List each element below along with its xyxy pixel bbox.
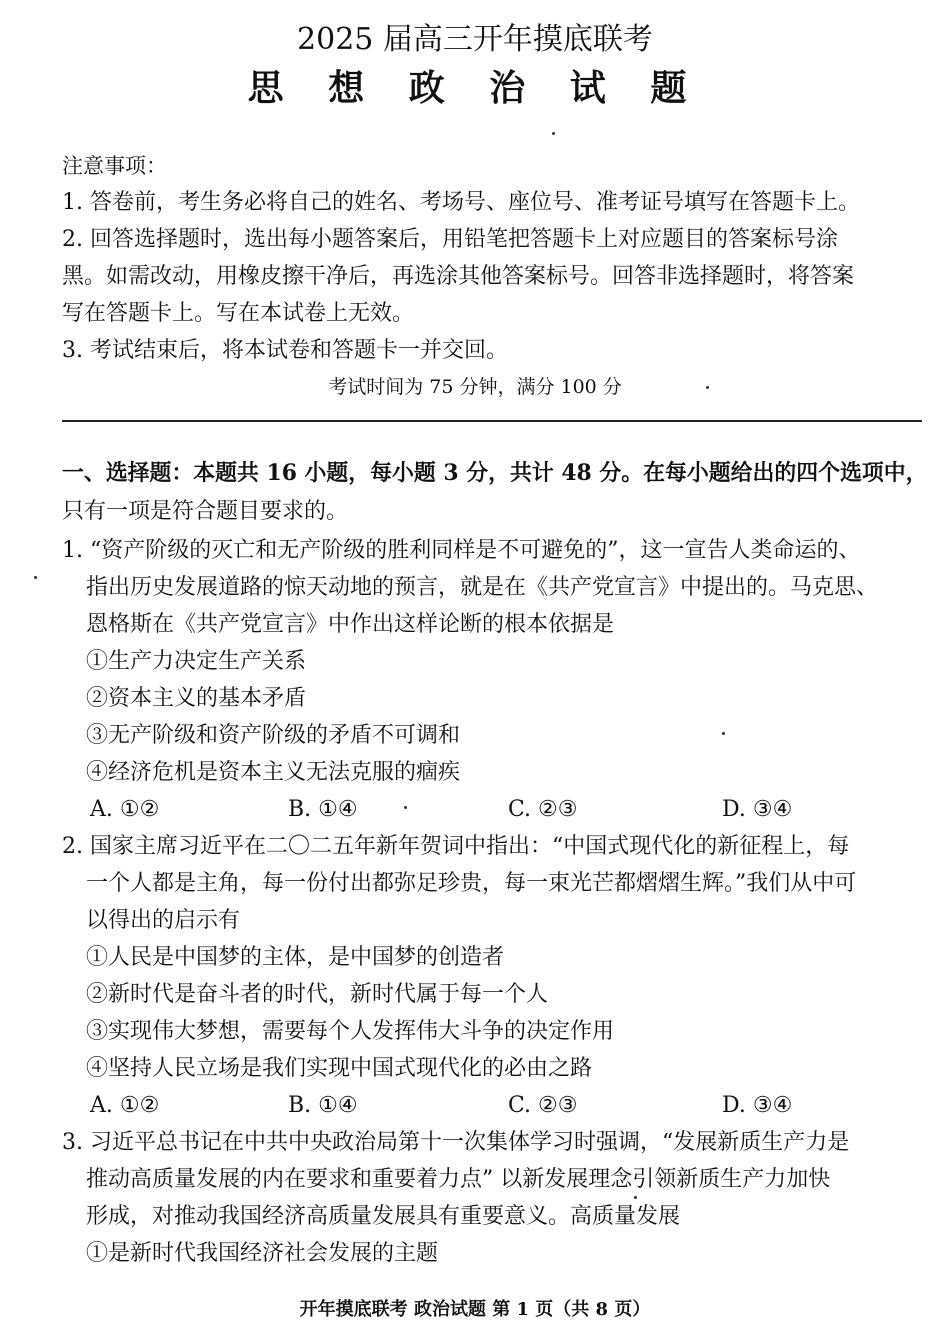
q2-stem-line-2: 一个人都是主角，每一份付出都弥足珍贵，每一束光芒都熠熠生辉。”我们从中可 xyxy=(86,871,857,896)
q2-option-c: C. ②③ xyxy=(508,1093,578,1118)
notice-line-3: 黑。如需改动，用橡皮擦干净后，再选涂其他答案标号。回答非选择题时，将答案 xyxy=(62,264,855,289)
q1-option-a: A. ①② xyxy=(90,797,160,822)
q2-item-1: ①人民是中国梦的主体，是中国梦的创造者 xyxy=(86,945,505,970)
q1-item-2: ②资本主义的基本矛盾 xyxy=(86,686,307,711)
scan-speck xyxy=(706,386,709,389)
q1-item-4: ④经济危机是资本主义无法克服的痼疾 xyxy=(86,760,461,785)
q1-stem-line-3: 恩格斯在《共产党宣言》中作出这样论断的根本依据是 xyxy=(86,612,615,637)
exam-title: 2025 届高三开年摸底联考 xyxy=(297,22,653,57)
section-heading-b: 在每小题给出的四个选项中， xyxy=(643,460,928,486)
notice-heading: 注意事项： xyxy=(62,154,167,178)
notice-line-4: 写在答题卡上。写在本试卷上无效。 xyxy=(62,301,415,326)
notice-line-5: 3. 考试结束后，将本试卷和答题卡一并交回。 xyxy=(62,338,508,363)
q3-stem-line-3: 形成，对推动我国经济高质量发展具有重要意义。高质量发展 xyxy=(86,1204,681,1229)
q1-item-1: ①生产力决定生产关系 xyxy=(86,649,307,674)
q1-stem-line-1: 1. “资产阶级的灭亡和无产阶级的胜利同样是不可避免的”，这一宣告人类命运的、 xyxy=(62,538,861,563)
q1-stem-line-2: 指出历史发展道路的惊天动地的预言，就是在《共产党宣言》中提出的。马克思、 xyxy=(86,575,879,600)
page-footer: 开年摸底联考 政治试题 第 1 页（共 8 页） xyxy=(299,1299,651,1320)
section-heading-a: 一、选择题：本题共 16 小题，每小题 3 分，共计 48 分。 xyxy=(62,460,644,486)
q3-stem-line-2: 推动高质量发展的内在要求和重要着力点” 以新发展理念引领新质生产力加快 xyxy=(86,1167,831,1192)
q1-option-c: C. ②③ xyxy=(508,797,578,822)
q1-option-d: D. ③④ xyxy=(722,797,793,822)
q3-item-1: ①是新时代我国经济社会发展的主题 xyxy=(86,1241,439,1266)
scan-speck xyxy=(552,132,555,135)
scan-speck xyxy=(34,576,37,579)
notice-line-1: 1. 答卷前，考生务必将自己的姓名、考场号、座位号、准考证号填写在答题卡上。 xyxy=(62,190,860,215)
q2-option-a: A. ①② xyxy=(90,1093,160,1118)
q2-stem-line-3: 以得出的启示有 xyxy=(86,908,241,933)
scan-speck xyxy=(722,732,725,735)
scan-speck xyxy=(634,1196,637,1199)
notice-line-2: 2. 回答选择题时，选出每小题答案后，用铅笔把答题卡上对应题目的答案标号涂 xyxy=(62,227,838,252)
q2-option-d: D. ③④ xyxy=(722,1093,793,1118)
exam-time: 考试时间为 75 分钟，满分 100 分 xyxy=(328,376,622,398)
scan-speck xyxy=(404,806,407,809)
q2-item-2: ②新时代是奋斗者的时代，新时代属于每一个人 xyxy=(86,982,549,1007)
section-heading-line2: 只有一项是符合题目要求的。 xyxy=(62,499,349,524)
q1-option-b: B. ①④ xyxy=(288,797,358,822)
divider-rule xyxy=(62,420,922,422)
q2-option-b: B. ①④ xyxy=(288,1093,358,1118)
q3-stem-line-1: 3. 习近平总书记在中共中央政治局第十一次集体学习时强调，“发展新质生产力是 xyxy=(62,1130,850,1155)
q2-stem-line-1: 2. 国家主席习近平在二〇二五年新年贺词中指出：“中国式现代化的新征程上，每 xyxy=(62,834,850,859)
q2-item-3: ③实现伟大梦想，需要每个人发挥伟大斗争的决定作用 xyxy=(86,1019,615,1044)
section-heading xyxy=(62,456,928,487)
q1-item-3: ③无产阶级和资产阶级的矛盾不可调和 xyxy=(86,723,461,748)
q2-item-4: ④坚持人民立场是我们实现中国式现代化的必由之路 xyxy=(86,1056,593,1081)
subject-title: 思 想 政 治 试 题 xyxy=(247,67,703,109)
